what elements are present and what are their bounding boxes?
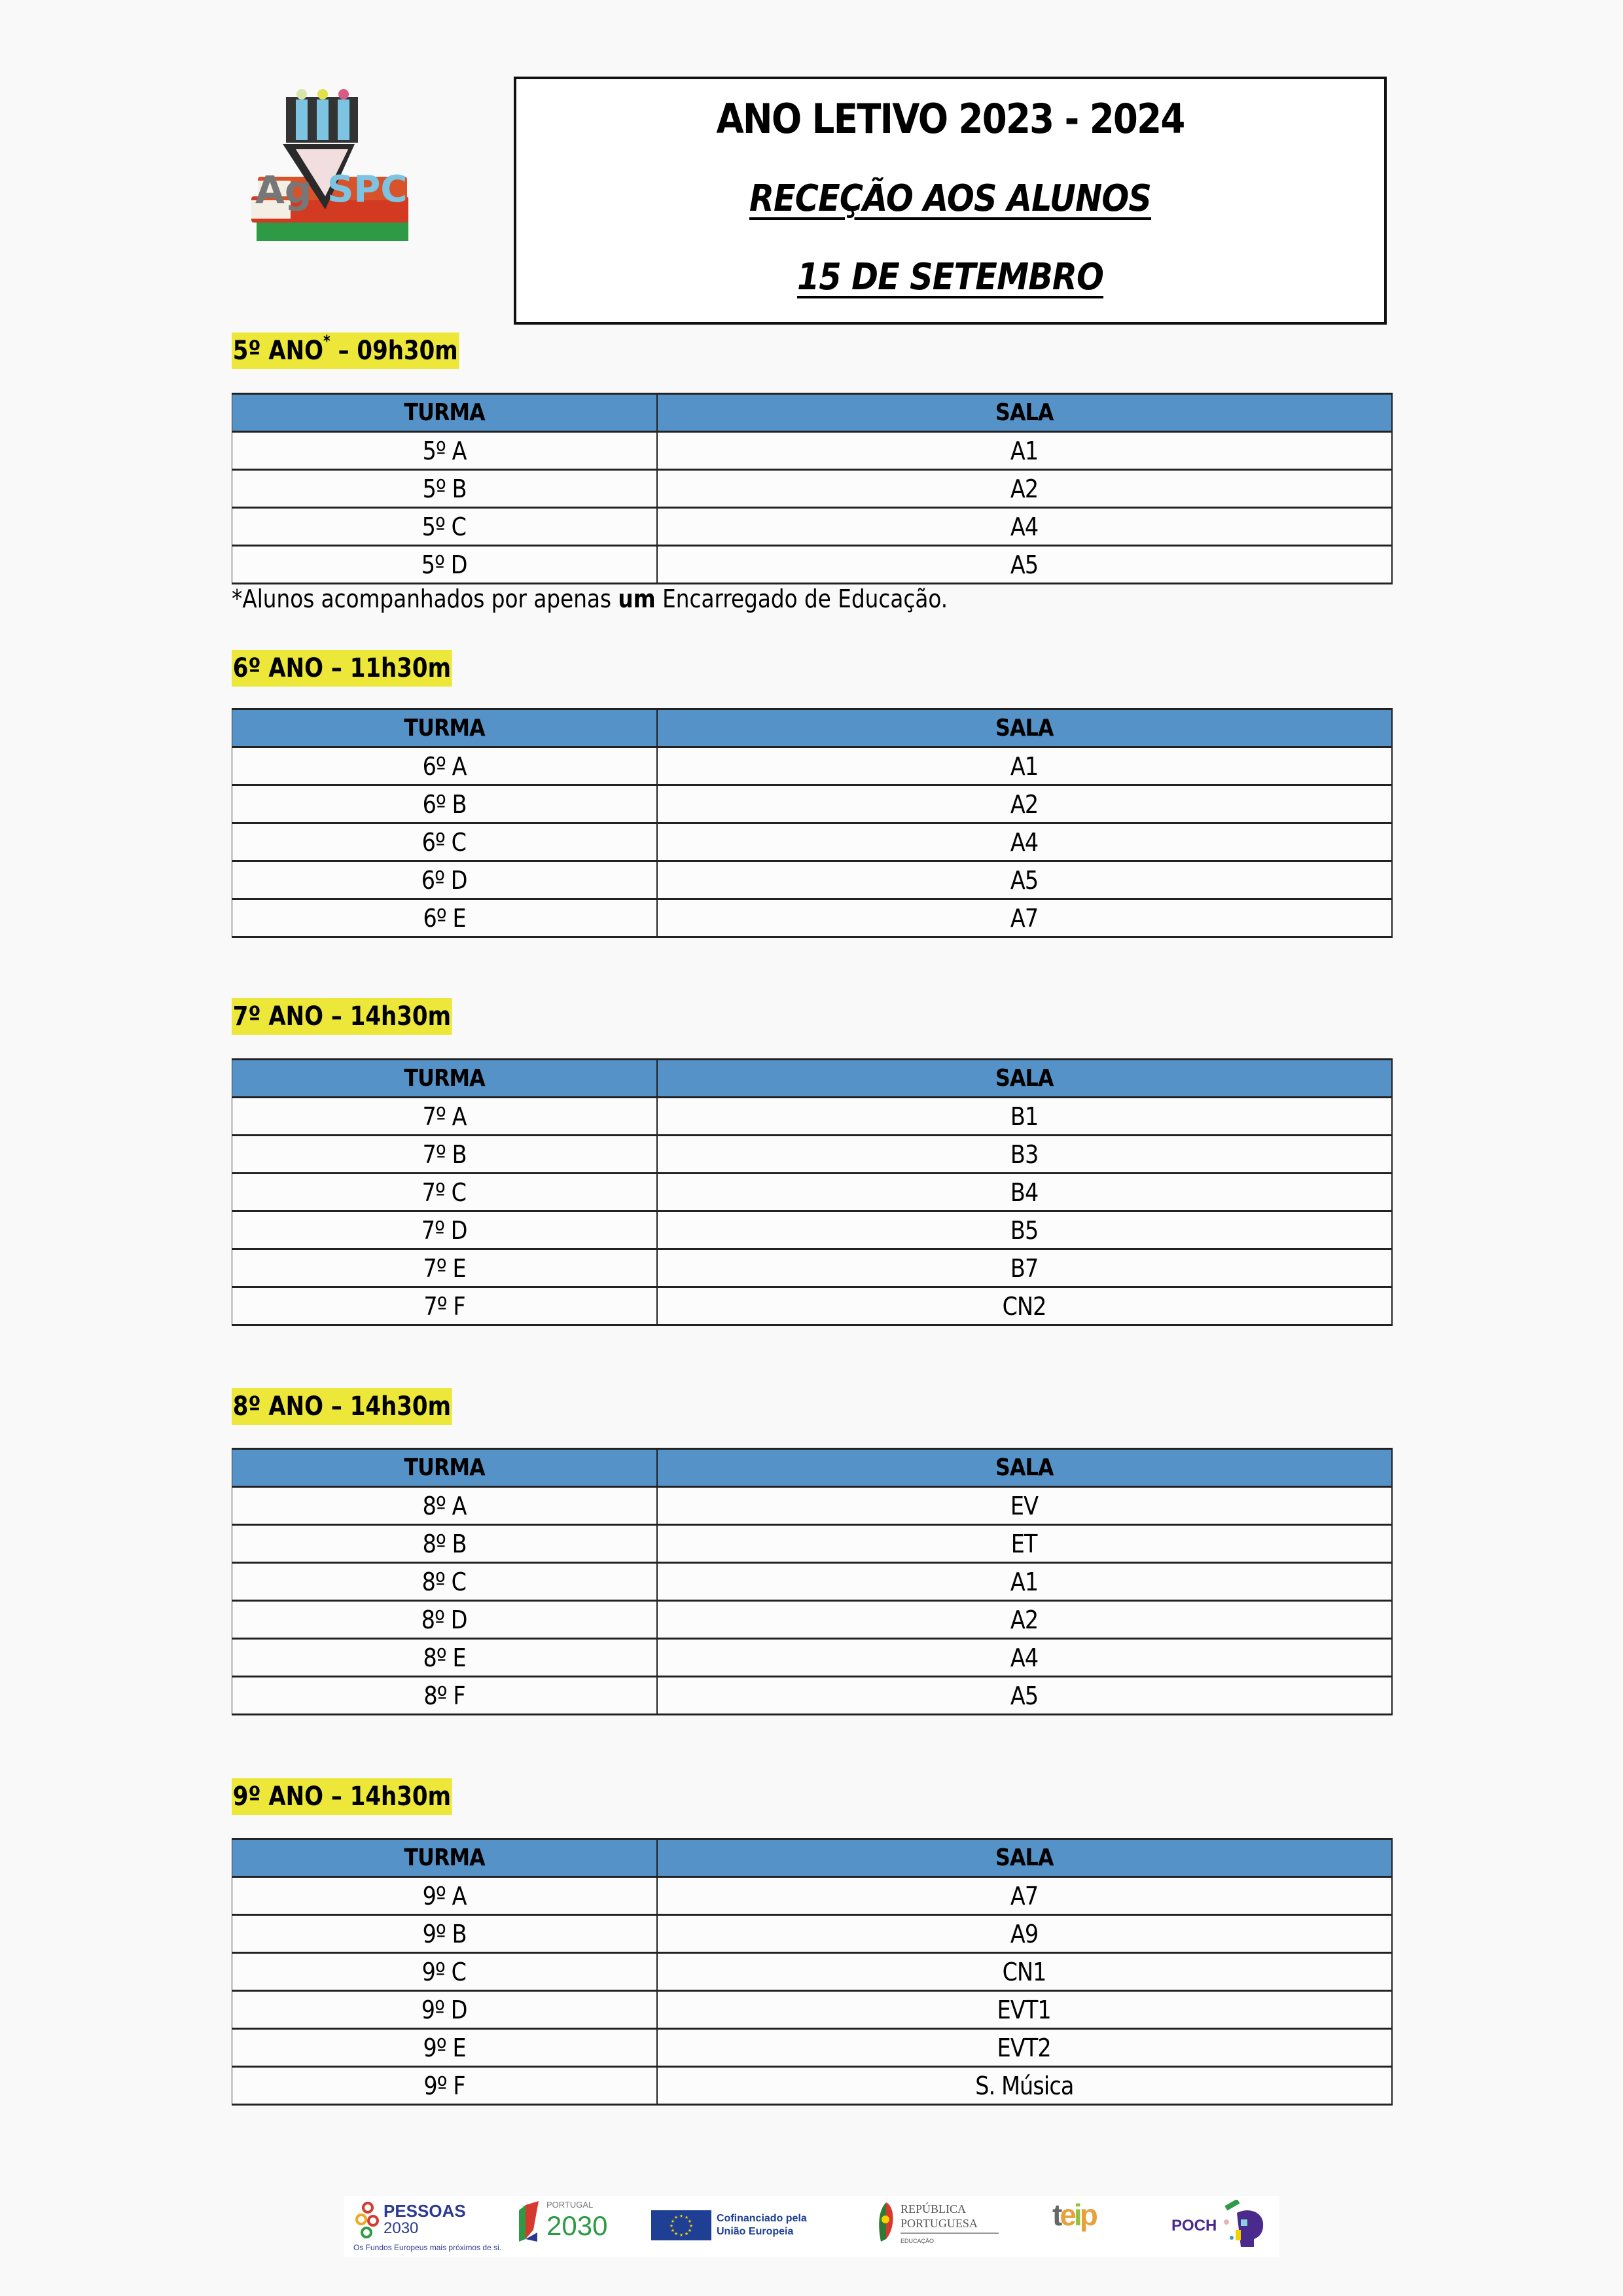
turma-cell: 7º B (232, 1136, 657, 1174)
table-row (232, 1525, 1392, 1563)
separator: – (323, 1391, 350, 1422)
section-heading-8-ano (232, 1388, 452, 1425)
poch-head-icon (1217, 2200, 1270, 2252)
sala-cell: A5 (657, 546, 1392, 584)
table-row (232, 823, 1392, 861)
svg-text:★: ★ (684, 2231, 689, 2236)
table-row (232, 1639, 1392, 1677)
column-header-sala: SALA (657, 709, 1392, 747)
column-header-sala: SALA (657, 394, 1392, 432)
republica-portuguesa-logo: REPÚBLICA PORTUGUESA EDUCAÇÃO (877, 2196, 1021, 2257)
table-row (232, 546, 1392, 584)
turma-cell: 9º E (232, 2029, 657, 2067)
column-header-turma: TURMA (232, 709, 657, 747)
table-row (232, 2067, 1392, 2105)
sala-cell: EV (657, 1487, 1392, 1525)
turma-cell: 5º C (232, 508, 657, 546)
eu-cofinanced-logo: ★ ★ ★ ★ ★ ★ ★ ★ ★ ★ ★ ★ Cofinanciado pela União Europeia (651, 2196, 847, 2257)
turma-cell: 7º E (232, 1249, 657, 1287)
title-box (514, 77, 1387, 325)
year-label: 6º ANO (232, 653, 324, 683)
sala-cell: B5 (657, 1211, 1392, 1249)
turma-cell: 9º B (232, 1915, 657, 1953)
table-row (232, 1487, 1392, 1525)
table-header-row (232, 394, 1392, 432)
rooms-table-9-ano (232, 1838, 1393, 2106)
turma-cell: 8º F (232, 1677, 657, 1715)
turma-cell: 6º B (232, 785, 657, 823)
funding-logos-footer (344, 2196, 1279, 2257)
column-header-sala: SALA (657, 1449, 1392, 1487)
sala-cell: A1 (657, 432, 1392, 470)
sala-cell: A5 (657, 861, 1392, 899)
table-header-row (232, 1839, 1392, 1877)
turma-cell: 6º E (232, 899, 657, 937)
table-row (232, 1563, 1392, 1601)
table-row (232, 1601, 1392, 1639)
svg-text:★: ★ (669, 2223, 674, 2229)
section-heading-9-ano (232, 1778, 452, 1815)
svg-text:★: ★ (687, 2228, 692, 2233)
column-header-sala: SALA (657, 1839, 1392, 1877)
turma-cell: 7º F (232, 1287, 657, 1325)
page-title: ANO LETIVO 2023 - 2024 (716, 95, 1185, 143)
svg-text:★: ★ (673, 2215, 679, 2220)
table-header-row (232, 1449, 1392, 1487)
sala-cell: A4 (657, 1639, 1392, 1677)
table-row (232, 1991, 1392, 2029)
sala-cell: CN2 (657, 1287, 1392, 1325)
rooms-table-8-ano (232, 1448, 1393, 1715)
turma-cell: 8º B (232, 1525, 657, 1563)
time-label: 14h30m (349, 1001, 451, 1031)
turma-cell: 8º E (232, 1639, 657, 1677)
svg-text:SPC: SPC (327, 168, 408, 211)
table-row (232, 1677, 1392, 1715)
svg-text:Ag: Ag (255, 168, 312, 212)
ag-spc-logo-icon (243, 85, 416, 249)
section-heading-6-ano (232, 650, 452, 687)
event-date: 15 DE SETEMBRO (796, 256, 1104, 298)
sala-cell: B3 (657, 1136, 1392, 1174)
footnote: *Alunos acompanhados por apenas um Encarregado de Educação. (232, 584, 948, 613)
separator: – (330, 336, 357, 366)
svg-text:★: ★ (688, 2223, 694, 2229)
sala-cell: A5 (657, 1677, 1392, 1715)
sala-cell: ET (657, 1525, 1392, 1563)
turma-cell: 8º D (232, 1601, 657, 1639)
column-header-turma: TURMA (232, 394, 657, 432)
svg-text:★: ★ (679, 2214, 684, 2219)
rooms-table-6-ano (232, 708, 1393, 938)
turma-cell: 7º C (232, 1174, 657, 1211)
year-label: 7º ANO (232, 1001, 324, 1031)
table-row (232, 1211, 1392, 1249)
sala-cell: A1 (657, 1563, 1392, 1601)
table-row (232, 785, 1392, 823)
school-logo (243, 85, 416, 249)
table-row (232, 1174, 1392, 1211)
table-header-row (232, 1060, 1392, 1098)
sala-cell: A2 (657, 785, 1392, 823)
time-label: 11h30m (349, 653, 451, 683)
turma-cell: 9º A (232, 1877, 657, 1915)
sala-cell: A9 (657, 1915, 1392, 1953)
time-label: 14h30m (349, 1391, 451, 1422)
section-heading-5-ano (232, 332, 459, 369)
turma-cell: 8º C (232, 1563, 657, 1601)
table-row (232, 2029, 1392, 2067)
sala-cell: B1 (657, 1098, 1392, 1136)
column-header-turma: TURMA (232, 1839, 657, 1877)
table-row (232, 470, 1392, 508)
table-row (232, 1915, 1392, 1953)
table-row (232, 1953, 1392, 1991)
separator: – (323, 1782, 350, 1812)
table-row (232, 432, 1392, 470)
year-label: 5º ANO (232, 336, 324, 366)
turma-cell: 9º F (232, 2067, 657, 2105)
turma-cell: 7º A (232, 1098, 657, 1136)
table-row (232, 1098, 1392, 1136)
pessoas-2030-logo: PESSOAS 2030 Os Fundos Europeus mais próximos de si. (353, 2201, 502, 2252)
sala-cell: S. Música (657, 2067, 1392, 2105)
column-header-sala: SALA (657, 1060, 1392, 1098)
table-header-row (232, 709, 1392, 747)
svg-text:★: ★ (670, 2219, 675, 2224)
table-row (232, 1877, 1392, 1915)
sala-cell: A7 (657, 899, 1392, 937)
year-label: 9º ANO (232, 1782, 324, 1812)
turma-cell: 5º D (232, 546, 657, 584)
pessoas-emblem-icon (355, 2201, 381, 2240)
table-row (232, 1136, 1392, 1174)
sala-cell: B7 (657, 1249, 1392, 1287)
turma-cell: 5º B (232, 470, 657, 508)
section-heading-7-ano (232, 998, 452, 1035)
svg-text:★: ★ (687, 2219, 692, 2224)
sala-cell: A4 (657, 823, 1392, 861)
svg-text:★: ★ (673, 2231, 679, 2236)
portugal-flag-emblem-icon (877, 2202, 895, 2242)
table-row (232, 1249, 1392, 1287)
eu-flag-icon (651, 2210, 711, 2240)
turma-cell: 6º C (232, 823, 657, 861)
teip-logo: teip (1052, 2198, 1096, 2232)
sala-cell: A7 (657, 1877, 1392, 1915)
table-row (232, 508, 1392, 546)
sala-cell: B4 (657, 1174, 1392, 1211)
rooms-table-7-ano (232, 1058, 1393, 1326)
rooms-table-5-ano (232, 393, 1393, 584)
separator: – (323, 653, 350, 683)
separator: – (323, 1001, 350, 1031)
sala-cell: EVT1 (657, 1991, 1392, 2029)
footnote-emphasis: um (618, 584, 656, 613)
time-label: 14h30m (349, 1782, 451, 1812)
sala-cell: A4 (657, 508, 1392, 546)
turma-cell: 9º C (232, 1953, 657, 1991)
time-label: 09h30m (357, 336, 458, 366)
svg-text:★: ★ (670, 2228, 675, 2233)
turma-cell: 9º D (232, 1991, 657, 2029)
column-header-turma: TURMA (232, 1060, 657, 1098)
year-label: 8º ANO (232, 1391, 324, 1422)
sala-cell: EVT2 (657, 2029, 1392, 2067)
table-row (232, 1287, 1392, 1325)
table-row (232, 899, 1392, 937)
sala-cell: A2 (657, 1601, 1392, 1639)
poch-logo: POCH (1171, 2196, 1283, 2257)
svg-text:★: ★ (679, 2233, 684, 2238)
table-row (232, 861, 1392, 899)
turma-cell: 5º A (232, 432, 657, 470)
turma-cell: 6º D (232, 861, 657, 899)
svg-text:★: ★ (684, 2215, 689, 2220)
turma-cell: 7º D (232, 1211, 657, 1249)
sala-cell: CN1 (657, 1953, 1392, 1991)
portugal-2030-emblem-icon (514, 2201, 540, 2242)
turma-cell: 8º A (232, 1487, 657, 1525)
column-header-turma: TURMA (232, 1449, 657, 1487)
footnote-marker: * (323, 332, 330, 350)
page-subtitle: RECEÇÃO AOS ALUNOS (749, 177, 1152, 220)
sala-cell: A1 (657, 747, 1392, 785)
table-row (232, 747, 1392, 785)
turma-cell: 6º A (232, 747, 657, 785)
sala-cell: A2 (657, 470, 1392, 508)
portugal-2030-logo: PORTUGAL 2030 (514, 2196, 625, 2257)
